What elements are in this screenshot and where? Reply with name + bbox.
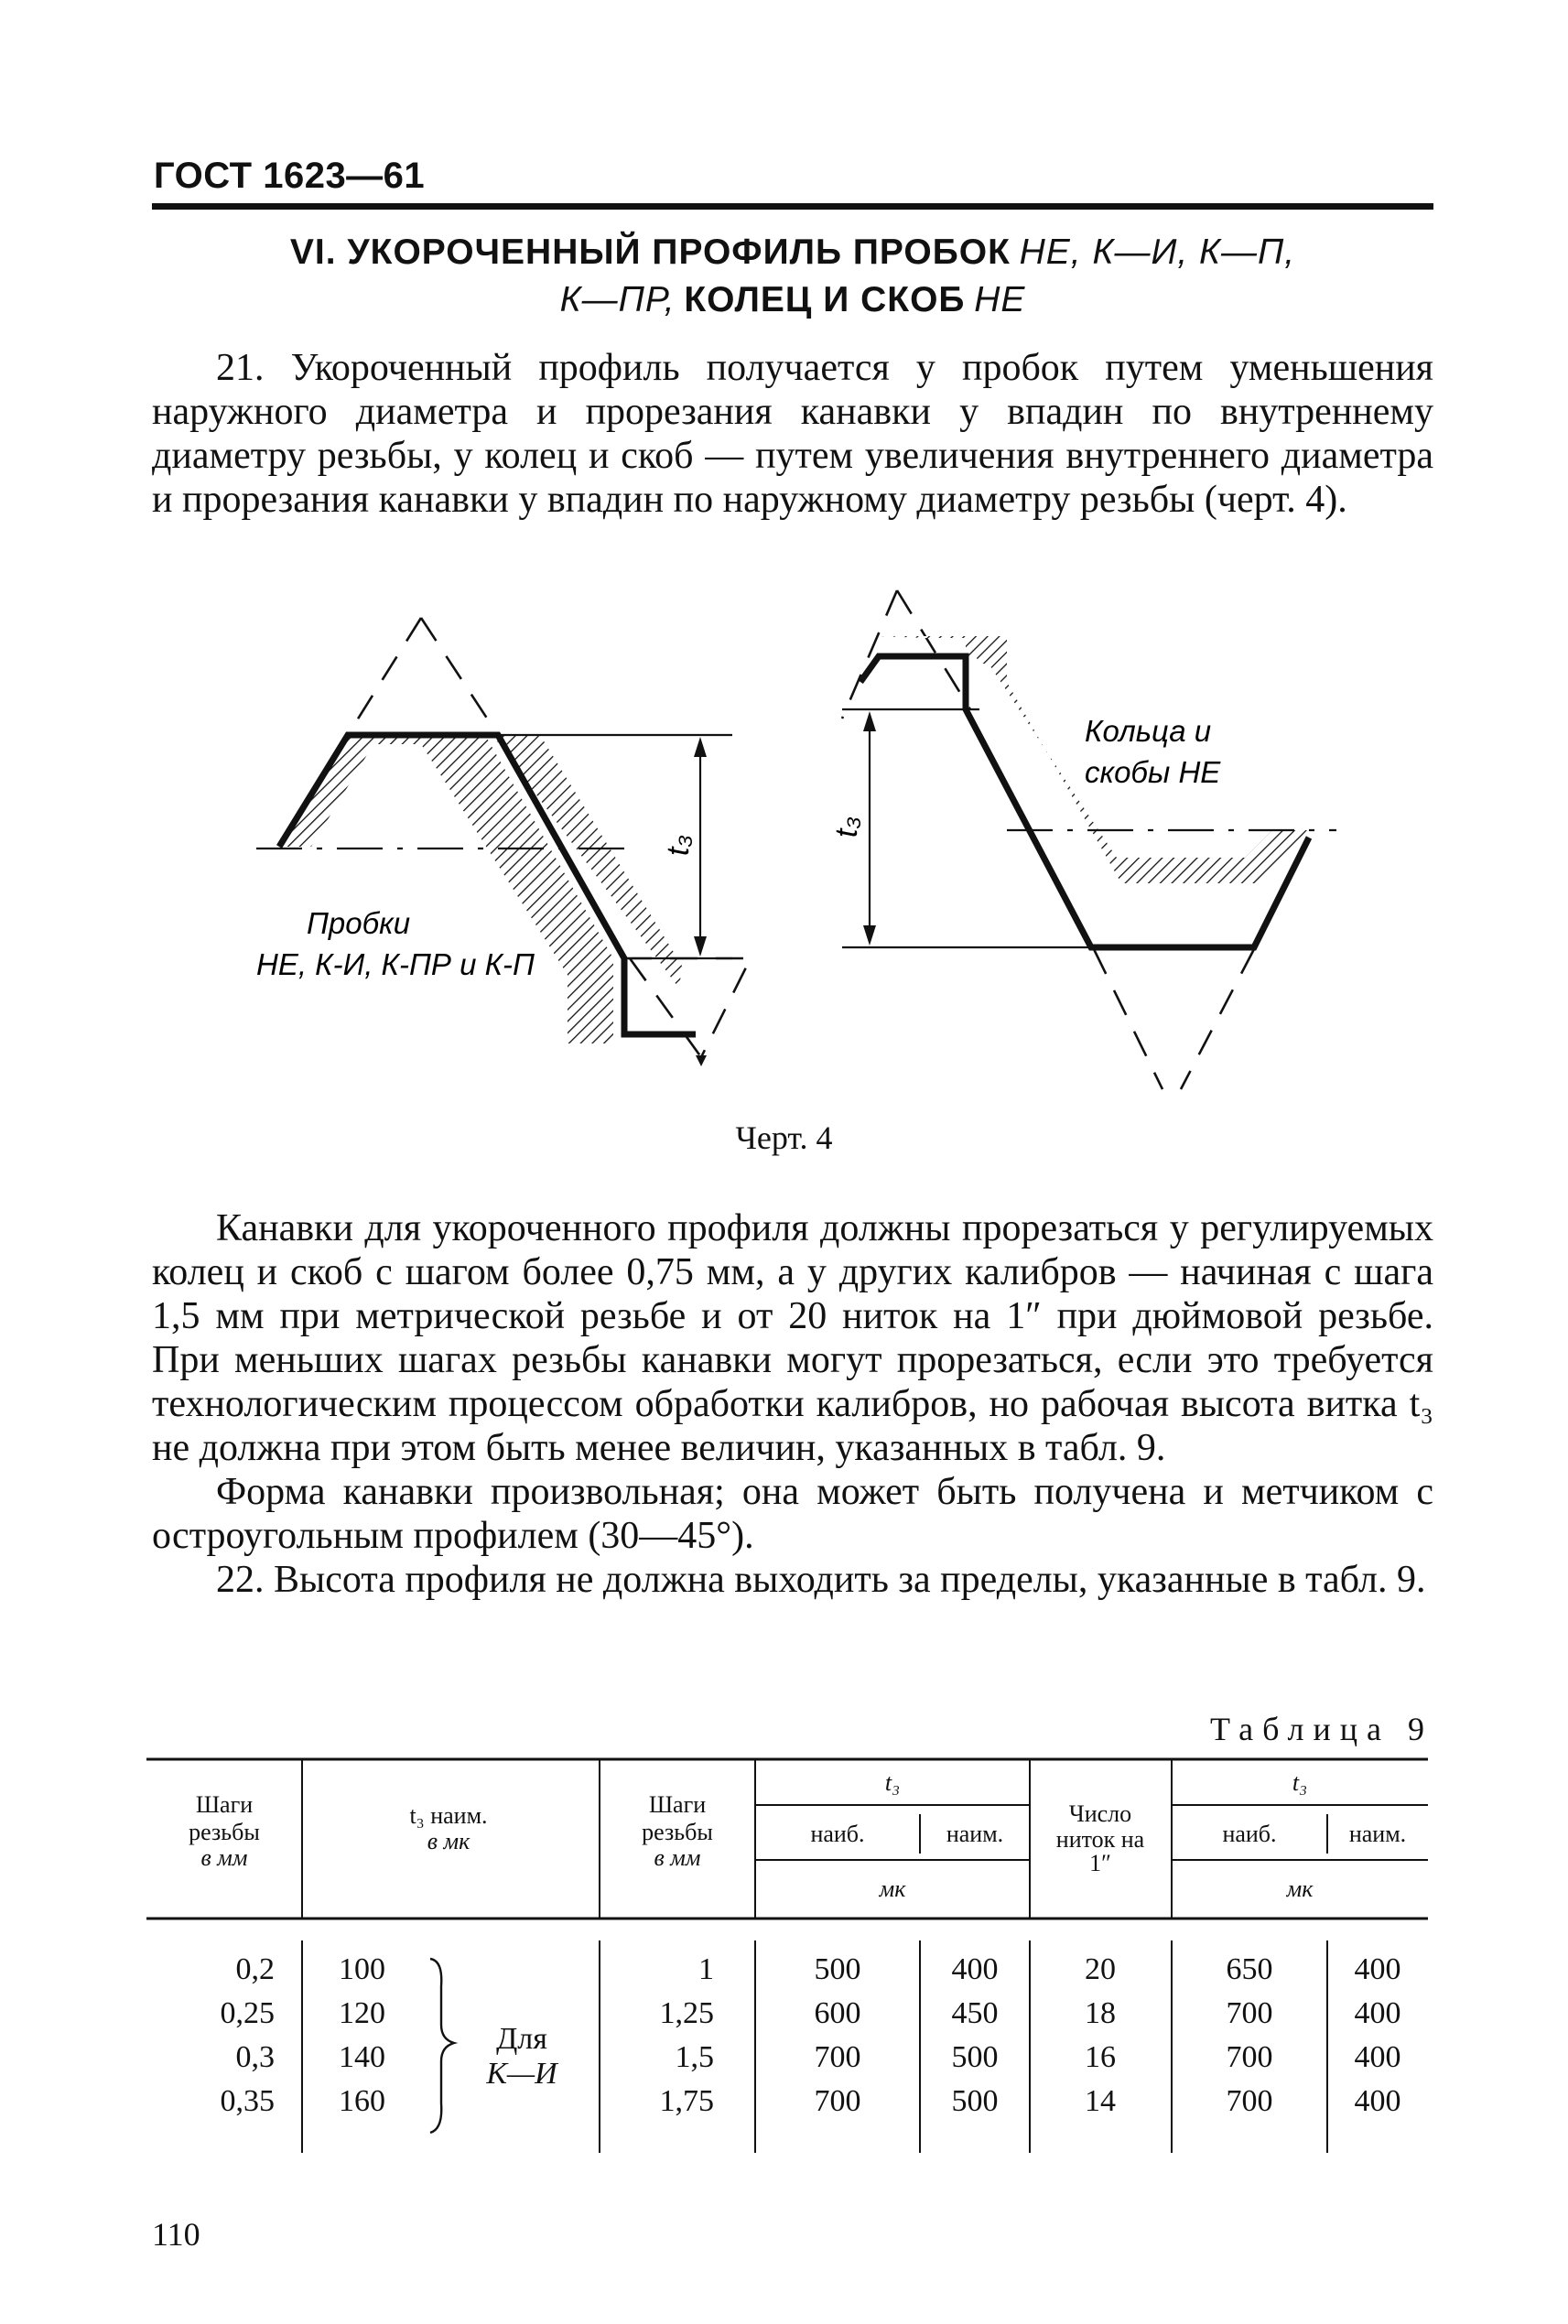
col-header: мк [1286,1875,1314,1902]
table-cell: 1 [698,1952,714,1986]
col-header: t₃ наим. [409,1802,488,1829]
table-cell: 700 [1226,1996,1273,2030]
brace-icon [430,1959,454,2133]
col-header: наиб. [1222,1821,1277,1847]
dashed-flank [421,618,498,735]
arrowhead [863,711,876,731]
section-title-italic: НЕ, К—И, К—П, [1019,232,1296,272]
plug-label: НЕ, К-И, К-ПР и К-П [256,947,535,981]
table-cell: 700 [814,2084,861,2118]
col-header: ниток на [1055,1826,1145,1853]
section-title-italic: К—ПР, [559,280,676,319]
table-body [221,1952,1401,2118]
table-cell: 500 [951,2040,999,2074]
table-cell: 500 [814,1952,861,1986]
section-title-italic: НЕ [974,280,1026,319]
col-header: t₃ [1292,1769,1308,1796]
col-header: резьбы [189,1819,260,1845]
table-cell: 140 [339,2040,385,2074]
table-cell: 700 [1226,2084,1273,2118]
arrowhead [694,737,707,757]
table-cell: 600 [814,1996,861,2030]
col-header: резьбы [642,1819,713,1845]
page-number: 110 [152,2216,200,2253]
col-header: мк [879,1875,906,1902]
table-cell: 100 [339,1952,385,1986]
col-header: 1″ [1089,1850,1111,1876]
col-header: в мм [654,1844,701,1871]
table-cell: 400 [1354,1996,1401,2030]
table-title: Таблица 9 [1210,1711,1433,1747]
section-title-bold: VI. УКОРОЧЕННЫЙ ПРОФИЛЬ ПРОБОК [289,232,1011,272]
col-header: наим. [1348,1821,1407,1847]
table-cell: 400 [1354,1952,1401,1986]
dashed-flank [348,618,421,735]
body-text [152,1206,1433,1602]
body-text [152,346,1433,522]
table-cell: 400 [951,1952,999,1986]
table-cell: 0,3 [235,2040,275,2074]
col-header: в мк [427,1828,470,1854]
col-header: Число [1068,1800,1132,1827]
plug-label: Пробки [307,906,411,940]
table-cell: 20 [1085,1952,1116,1986]
dashed-flank [897,590,970,709]
table-cell: 450 [951,1996,999,2030]
table-cell: 0,2 [235,1952,275,1986]
table-cell: 400 [1354,2084,1401,2118]
figure-caption: Черт. 4 [735,1119,833,1156]
table-cell: 700 [1226,2040,1273,2074]
dashed-flank [624,958,751,1057]
table-cell: 650 [1226,1952,1273,1986]
paragraph: 22. Высота профиля не должна выходить за пределы, указанные в табл. 9. [216,1559,1426,1601]
table-cell: 1,25 [659,1996,714,2030]
table-row [236,1952,1401,1986]
ring-label: скобы НЕ [1085,755,1221,789]
paragraph: Канавки для укороченного профиля должны прорезаться у регулируемых колец и скоб с шагом более 0,75 мм, а у других калибров — начиная с шага 1,5 мм при метрической резьбе и от 20 ниток на 1″ при дюймовой резьбе. При меньших шагах резьбы канавки могут прорезаться, если это требуется технологическим процессом обработки калибров, но рабочая высота витка t₃ не должна при этом быть менее величин, указанных в табл. 9. [152,1207,1433,1469]
table-svg [146,1757,1428,2160]
table-cell: 120 [339,1996,385,2030]
col-header: наим. [946,1821,1004,1847]
ring-label: Кольца и [1085,714,1212,748]
table-9 [146,1757,1428,2165]
arrowhead [694,936,707,957]
ring-thread-edge [860,656,1309,947]
dashed-flank [630,958,701,1057]
dimension-label: t₃ [829,816,864,838]
dashed-flank [1094,949,1162,1089]
section-title-bold: КОЛЕЦ И СКОБ [684,280,966,319]
table-cell: 400 [1354,2040,1401,2074]
col-header: t₃ [884,1769,901,1796]
table-note: К—И [486,2057,557,2091]
table-cell: 0,35 [220,2084,275,2118]
col-header: в мм [200,1844,248,1871]
arrowhead [863,925,876,946]
paragraph: Форма канавки произвольная; она может быть получена и метчиком с остроугольным профилем (30—45°). [152,1471,1433,1557]
table-row [221,2084,1401,2118]
table-row [236,2040,1401,2074]
section-title [152,229,1433,324]
header-rule [152,203,1433,210]
running-header: ГОСТ 1623—61 [154,156,426,196]
col-header: Шаги [195,1791,254,1818]
table-cell: 18 [1085,1996,1116,2030]
table-cell: 16 [1085,2040,1116,2074]
table-cell: 700 [814,2040,861,2074]
dimension-label: t₃ [661,835,696,856]
table-cell: 500 [951,2084,999,2118]
table-cell: 14 [1085,2084,1116,2118]
ring-profile [829,590,1336,1089]
col-header: наиб. [810,1821,865,1847]
paragraph: 21. Укороченный профиль получается у пробок путем уменьшения наружного диаметра и прорезания канавки у впадин по внутреннему диаметру резьбы, у колец и скоб — путем увеличения внутреннего диаметра и прорезания канавки у впадин по наружному диаметру резьбы (черт. 4). [152,347,1433,521]
plug-profile [256,618,751,1066]
table-cell: 1,5 [675,2040,714,2074]
table-row [221,1996,1401,2030]
dashed-flank [1181,949,1254,1089]
table-cell: 1,75 [659,2084,714,2118]
col-header: Шаги [648,1791,707,1818]
apex-mark [696,1055,707,1066]
diagram-svg [238,581,1336,1094]
table-note: Для [496,2022,547,2056]
table-cell: 160 [339,2084,385,2118]
table-cell: 0,25 [220,1996,275,2030]
thread-profile-diagram [238,581,1336,1098]
